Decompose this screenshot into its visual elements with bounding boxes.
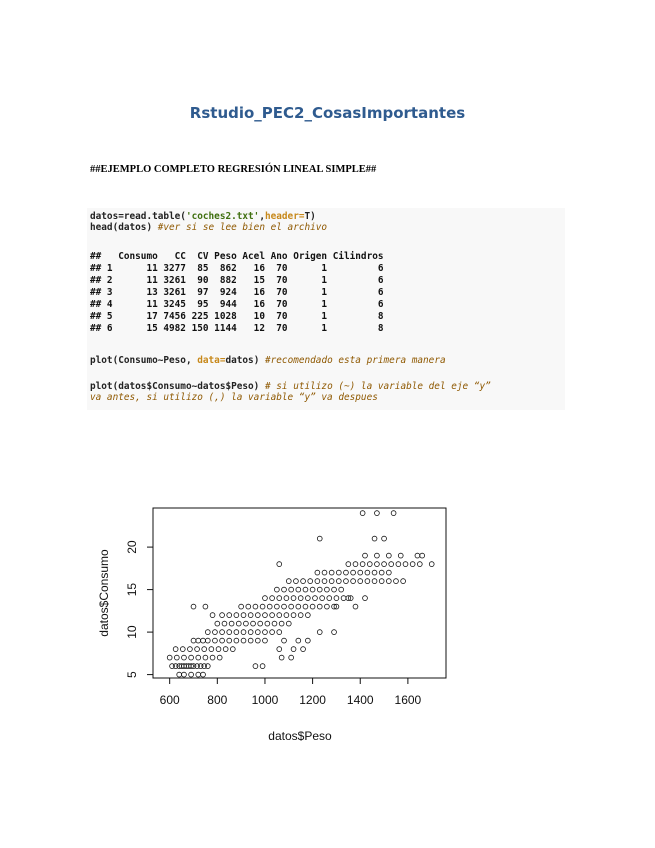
scatter-point — [263, 638, 268, 643]
scatter-point — [403, 562, 408, 567]
scatter-point — [305, 613, 310, 618]
scatter-point — [222, 621, 227, 626]
scatter-point — [205, 664, 210, 669]
scatter-point — [353, 562, 358, 567]
scatter-point — [277, 647, 282, 652]
scatter-point — [339, 587, 344, 592]
scatter-point — [303, 587, 308, 592]
data-points — [167, 511, 434, 677]
scatter-point — [291, 613, 296, 618]
scatter-point — [291, 596, 296, 601]
code-line-plot-dollar: plot(datos$Consumo~datos$Peso) # si utilizo (~) la variable del eje “y” — [90, 381, 491, 392]
scatter-point — [210, 655, 215, 660]
x-tick-label: 1000 — [251, 693, 279, 707]
scatter-point — [389, 562, 394, 567]
scatter-point — [322, 579, 327, 584]
scatter-point — [265, 621, 270, 626]
scatter-point — [196, 638, 201, 643]
scatter-point — [305, 638, 310, 643]
scatter-point — [320, 596, 325, 601]
scatter-point — [246, 604, 251, 609]
scatter-point — [253, 664, 258, 669]
scatter-point — [398, 553, 403, 558]
scatter-point — [379, 570, 384, 575]
scatter-point — [429, 562, 434, 567]
scatter-point — [363, 596, 368, 601]
scatter-point — [351, 570, 356, 575]
scatter-point — [202, 647, 207, 652]
scatter-point — [182, 655, 187, 660]
scatter-point — [298, 613, 303, 618]
scatter-point — [282, 638, 287, 643]
scatter-point — [308, 579, 313, 584]
scatter-point — [375, 511, 380, 516]
scatter-point — [334, 596, 339, 601]
scatter-point — [213, 630, 218, 635]
scatter-point — [182, 672, 187, 677]
y-axis-label: datos$Consumo — [97, 549, 111, 637]
scatter-point — [210, 613, 215, 618]
scatter-point — [310, 587, 315, 592]
output-row: ## 6 15 4982 150 1144 12 70 1 8 — [90, 323, 384, 334]
scatter-point — [296, 587, 301, 592]
scatter-point — [189, 655, 194, 660]
x-tick-label: 1600 — [394, 693, 422, 707]
scatter-point — [372, 570, 377, 575]
scatter-point — [341, 596, 346, 601]
scatter-point — [201, 672, 206, 677]
scatter-point — [372, 579, 377, 584]
scatter-point — [274, 587, 279, 592]
scatter-point — [317, 630, 322, 635]
scatter-point — [173, 647, 178, 652]
scatter-point — [289, 604, 294, 609]
x-axis — [160, 678, 422, 707]
y-tick-label: 10 — [125, 625, 139, 639]
scatter-point — [272, 621, 277, 626]
document-title: Rstudio_PEC2_CosasImportantes — [189, 104, 466, 122]
scatter-point — [372, 536, 377, 541]
scatter-point — [303, 604, 308, 609]
scatter-point — [209, 647, 214, 652]
scatter-point — [375, 562, 380, 567]
scatter-point — [227, 630, 232, 635]
scatter-point — [346, 562, 351, 567]
y-tick-label: 15 — [125, 582, 139, 597]
scatter-point — [315, 579, 320, 584]
scatter-point — [386, 570, 391, 575]
output-row: ## 3 13 3261 97 924 16 70 1 6 — [90, 287, 384, 298]
scatter-point — [234, 613, 239, 618]
scatter-point — [270, 630, 275, 635]
scatter-point — [205, 630, 210, 635]
scatter-point — [394, 579, 399, 584]
scatter-point — [324, 587, 329, 592]
scatter-point — [188, 647, 193, 652]
output-row: ## 4 11 3245 95 944 16 70 1 6 — [90, 299, 384, 310]
scatter-point — [282, 604, 287, 609]
scatter-point — [396, 562, 401, 567]
scatter-point — [365, 570, 370, 575]
code-line-plot-formula: plot(Consumo~Peso, data=datos) #recomendado esta primera manera — [90, 355, 446, 366]
scatter-point — [279, 621, 284, 626]
scatter-point — [263, 613, 268, 618]
scatter-point — [201, 638, 206, 643]
scatter-point — [277, 630, 282, 635]
scatter-point — [191, 638, 196, 643]
scatter-point — [420, 553, 425, 558]
x-tick-label: 600 — [159, 693, 180, 707]
scatter-point — [255, 638, 260, 643]
scatter-point — [248, 638, 253, 643]
scatter-point — [417, 562, 422, 567]
scatter-point — [360, 511, 365, 516]
scatter-point — [270, 596, 275, 601]
plot-frame — [153, 508, 446, 678]
scatter-point — [401, 579, 406, 584]
scatter-point — [205, 638, 210, 643]
output-header: ## Consumo CC CV Peso Acel Ano Origen Cilindros — [90, 251, 384, 262]
scatter-point — [332, 630, 337, 635]
scatter-point — [317, 587, 322, 592]
scatter-point — [386, 579, 391, 584]
scatter-point — [241, 630, 246, 635]
scatter-point — [223, 647, 228, 652]
scatter-point — [227, 638, 232, 643]
scatter-point — [191, 604, 196, 609]
scatter-point — [279, 655, 284, 660]
scatter-point — [358, 579, 363, 584]
scatter-point — [263, 596, 268, 601]
y-tick-label: 5 — [125, 671, 139, 678]
scatter-point — [284, 613, 289, 618]
scatter-point — [217, 655, 222, 660]
scatter-point — [291, 647, 296, 652]
scatter-point — [220, 613, 225, 618]
scatter-point — [313, 596, 318, 601]
scatter-point — [234, 638, 239, 643]
scatter-point — [230, 647, 235, 652]
scatter-point — [277, 613, 282, 618]
scatter-point — [410, 562, 415, 567]
scatter-point — [382, 562, 387, 567]
code-line-read-table: datos=read.table('coches2.txt',header=T) — [90, 211, 316, 222]
scatter-point — [174, 655, 179, 660]
scatter-point — [327, 596, 332, 601]
output-row: ## 2 11 3261 90 882 15 70 1 6 — [90, 275, 384, 286]
scatter-point — [344, 579, 349, 584]
scatter-point — [289, 587, 294, 592]
scatter-point — [203, 604, 208, 609]
scatter-point — [296, 638, 301, 643]
scatter-point — [241, 638, 246, 643]
scatter-point — [213, 638, 218, 643]
scatter-point — [203, 655, 208, 660]
scatter-point — [241, 613, 246, 618]
x-tick-label: 1400 — [346, 693, 374, 707]
scatter-point — [386, 553, 391, 558]
scatter-point — [317, 536, 322, 541]
scatter-point — [382, 536, 387, 541]
scatter-point — [277, 596, 282, 601]
scatter-point — [365, 579, 370, 584]
scatter-point — [216, 647, 221, 652]
scatter-point — [177, 672, 182, 677]
scatter-point — [274, 604, 279, 609]
scatter-point — [258, 621, 263, 626]
scatter-point — [236, 621, 241, 626]
scatter-point — [248, 613, 253, 618]
scatter-point — [267, 604, 272, 609]
scatter-point — [282, 587, 287, 592]
scatter-point — [289, 655, 294, 660]
scatter-point — [344, 570, 349, 575]
scatter-point — [324, 604, 329, 609]
scatter-point — [220, 630, 225, 635]
scatter-point — [270, 613, 275, 618]
scatter-point — [244, 621, 249, 626]
scatter-point — [375, 553, 380, 558]
y-axis — [125, 540, 153, 678]
scatter-point — [255, 613, 260, 618]
scatter-point — [189, 672, 194, 677]
scatter-point — [263, 630, 268, 635]
scatter-point — [305, 596, 310, 601]
scatter-point — [167, 655, 172, 660]
scatter-point — [248, 630, 253, 635]
scatter-point — [315, 570, 320, 575]
scatter-point — [286, 579, 291, 584]
scatter-point — [336, 579, 341, 584]
x-tick-label: 1200 — [299, 693, 326, 707]
scatter-point — [322, 570, 327, 575]
scatter-point — [277, 562, 282, 567]
scatter-point — [336, 570, 341, 575]
scatter-point — [329, 570, 334, 575]
code-line-head: head(datos) #ver si se lee bien el archivo — [90, 222, 328, 233]
y-tick-label: 20 — [125, 540, 139, 554]
scatter-point — [415, 553, 420, 558]
scatter-point — [301, 647, 306, 652]
scatter-point — [286, 621, 291, 626]
scatter-point — [332, 587, 337, 592]
scatter-point — [367, 562, 372, 567]
code-line-comment-continued: va antes, si utilizo (,) la variable “y” va despues — [90, 392, 378, 403]
scatter-point — [358, 570, 363, 575]
scatter-point — [379, 579, 384, 584]
scatter-point — [229, 621, 234, 626]
section-heading: ##EJEMPLO COMPLETO REGRESIÓN LINEAL SIMPLE## — [90, 164, 377, 175]
scatter-point — [301, 579, 306, 584]
scatter-point — [251, 621, 256, 626]
scatter-point — [215, 621, 220, 626]
scatter-point — [234, 630, 239, 635]
scatter-point — [298, 596, 303, 601]
scatter-point — [220, 638, 225, 643]
scatter-point — [253, 604, 258, 609]
scatter-point — [227, 613, 232, 618]
scatter-point — [255, 630, 260, 635]
scatter-point — [391, 511, 396, 516]
scatter-point — [353, 604, 358, 609]
scatter-point — [260, 664, 265, 669]
output-row: ## 5 17 7456 225 1028 10 70 1 8 — [90, 311, 384, 322]
scatter-point — [363, 553, 368, 558]
scatter-point — [294, 579, 299, 584]
scatter-point — [351, 579, 356, 584]
scatter-point — [310, 604, 315, 609]
scatter-point — [196, 655, 201, 660]
scatter-point — [360, 562, 365, 567]
x-axis-label: datos$Peso — [268, 729, 332, 743]
scatter-point — [239, 604, 244, 609]
scatter-point — [284, 596, 289, 601]
output-row: ## 1 11 3277 85 862 16 70 1 6 — [90, 263, 384, 274]
scatter-point — [260, 604, 265, 609]
scatter-point — [329, 579, 334, 584]
scatter-point — [296, 604, 301, 609]
x-tick-label: 800 — [207, 693, 228, 707]
scatter-point — [196, 672, 201, 677]
scatter-point — [195, 647, 200, 652]
scatter-point — [317, 604, 322, 609]
scatter-point — [180, 647, 185, 652]
